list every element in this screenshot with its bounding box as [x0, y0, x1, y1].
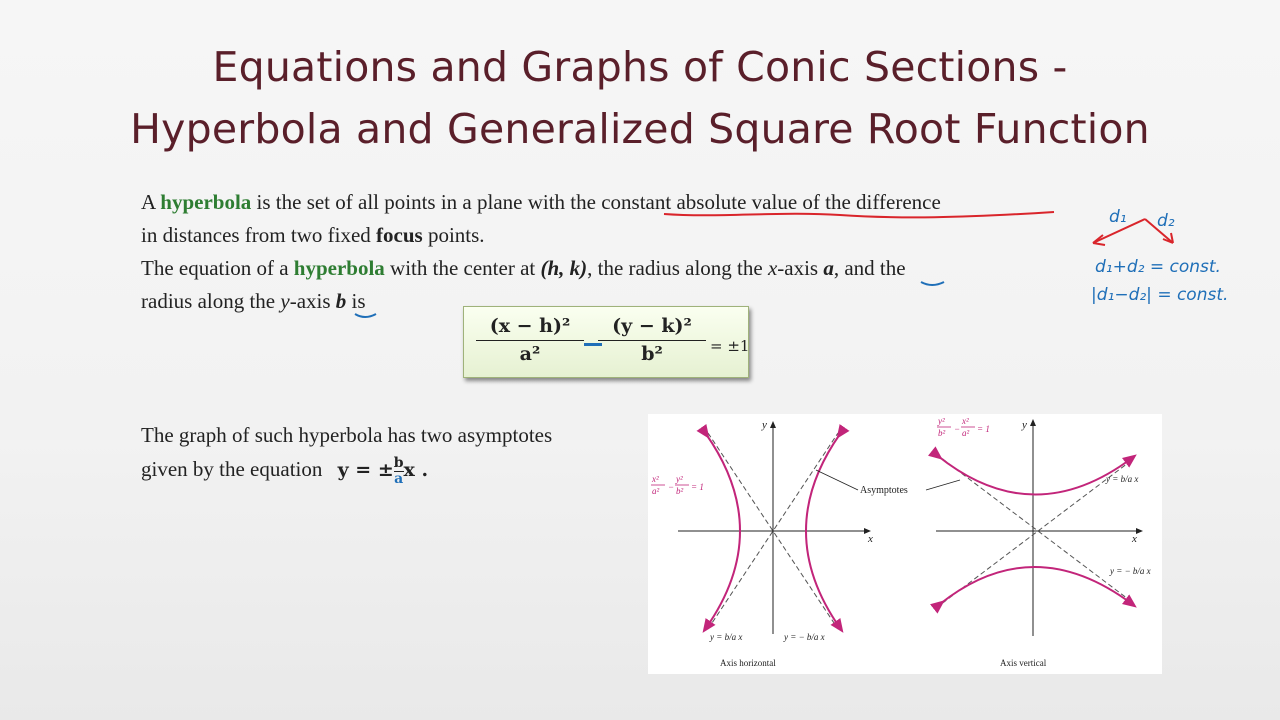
handwritten-underline	[660, 206, 1060, 222]
hyperbola-formula-box	[463, 306, 749, 378]
right-eq-rhs: = 1	[977, 424, 990, 434]
asymptote-equation	[338, 453, 428, 487]
left-eq-den2: b²	[676, 486, 684, 496]
hyperbola-graphs	[648, 414, 1162, 674]
eq-text-6: radius along the	[141, 289, 276, 313]
asym-frac-num: b	[393, 454, 404, 471]
definition-text-2: in distances from two fixed	[141, 223, 371, 247]
eq-text-3: , the radius along the	[587, 256, 763, 280]
callout-line-left	[816, 470, 858, 490]
asymptotes-callout	[816, 470, 960, 496]
numerator-x: (x − h)²	[476, 315, 584, 341]
y-variable: y	[280, 289, 290, 313]
left-eq-den1: a²	[652, 486, 660, 496]
title-line-1: Equations and Graphs of Conic Sections -	[212, 43, 1068, 91]
denominator-b: b²	[641, 343, 663, 365]
denominator-a: a²	[519, 343, 541, 365]
formula-rhs: = ±1	[710, 337, 750, 355]
slide-title	[0, 36, 1280, 160]
eq-text-1: The equation of a	[141, 256, 289, 280]
right-y-label: y	[1022, 419, 1027, 431]
handwritten-annotations	[1085, 205, 1245, 315]
left-asym-neg-label: y = − b/a x	[784, 632, 825, 642]
right-eq-den2: a²	[962, 428, 970, 438]
right-branch-bottom	[940, 567, 1132, 604]
fraction-x-term	[476, 315, 584, 365]
eq-text-8: is	[351, 289, 366, 313]
left-eq-rhs: = 1	[691, 482, 704, 492]
caption-axis-horizontal: Axis horizontal	[720, 658, 776, 668]
asymptote-text: given by the equation	[141, 457, 323, 481]
center-coordinates: (h, k)	[540, 256, 588, 280]
asymptote-line-1: The graph of such hyperbola has two asymptotes	[141, 423, 553, 447]
definition-line-2	[141, 219, 1061, 252]
asym-frac-den: a	[394, 470, 404, 487]
eq-text-5: , and the	[833, 256, 906, 280]
right-asym-pos-label: y = b/a x	[1106, 474, 1139, 484]
right-asym-neg-label: y = − b/a x	[1110, 566, 1151, 576]
right-x-label: x	[1132, 533, 1137, 545]
hyperbola-figure	[648, 414, 1162, 674]
right-eq-minus: −	[954, 424, 961, 434]
underlined-phrase: constant absolute value of the difference	[601, 190, 941, 214]
annotation-diff-const: |d₁−d₂| = const.	[1091, 285, 1229, 305]
keyword-hyperbola: hyperbola	[160, 190, 252, 214]
definition-text-3: points.	[427, 223, 485, 247]
eq-text-2: with the center at	[390, 256, 536, 280]
x-variable: x	[767, 256, 778, 280]
keyword-hyperbola-2: hyperbola	[293, 256, 385, 280]
handwritten-mark-a	[918, 278, 948, 290]
article-a: A	[141, 190, 156, 214]
handwritten-mark-b	[352, 310, 380, 322]
right-equation-label	[937, 416, 990, 438]
right-eq-num2: x²	[962, 416, 969, 426]
left-eq-num2: y²	[676, 474, 683, 484]
asym-eq-rhs: x .	[403, 459, 429, 481]
definition-text: is the set of all points in a plane with the	[256, 190, 596, 214]
left-x-label: x	[868, 533, 873, 545]
left-y-label: y	[762, 419, 767, 431]
eq-text-7: -axis	[289, 289, 331, 313]
asymptote-line-2	[141, 452, 552, 487]
left-eq-num1: x²	[652, 474, 659, 484]
numerator-y: (y − k)²	[598, 315, 706, 341]
radius-a: a	[823, 256, 834, 280]
radius-b: b	[335, 289, 347, 313]
annotation-sum-const: d₁+d₂ = const.	[1095, 257, 1221, 277]
right-eq-num1: y²	[938, 416, 945, 426]
left-asym-pos-label: y = b/a x	[710, 632, 743, 642]
right-branch-top	[938, 456, 1132, 495]
eq-text-4: -axis	[777, 256, 819, 280]
graph-axis-vertical	[936, 416, 1151, 668]
annotation-d1: d₁	[1109, 207, 1127, 227]
annotation-d2: d₂	[1157, 211, 1175, 231]
left-eq-minus: −	[668, 482, 675, 492]
asymptote-paragraph	[141, 418, 552, 487]
keyword-focus: focus	[376, 223, 423, 247]
graph-axis-horizontal	[651, 419, 873, 668]
callout-line-right	[926, 480, 960, 490]
title-line-2: Hyperbola and Generalized Square Root Function	[130, 105, 1150, 153]
asym-eq-lhs: y = ±	[337, 459, 394, 481]
caption-axis-vertical: Axis vertical	[1000, 658, 1047, 668]
left-equation-label	[651, 474, 704, 496]
asym-fraction	[394, 456, 404, 487]
right-eq-den1: b²	[938, 428, 946, 438]
asymptotes-label: Asymptotes	[860, 485, 908, 496]
fraction-y-term	[598, 315, 706, 365]
